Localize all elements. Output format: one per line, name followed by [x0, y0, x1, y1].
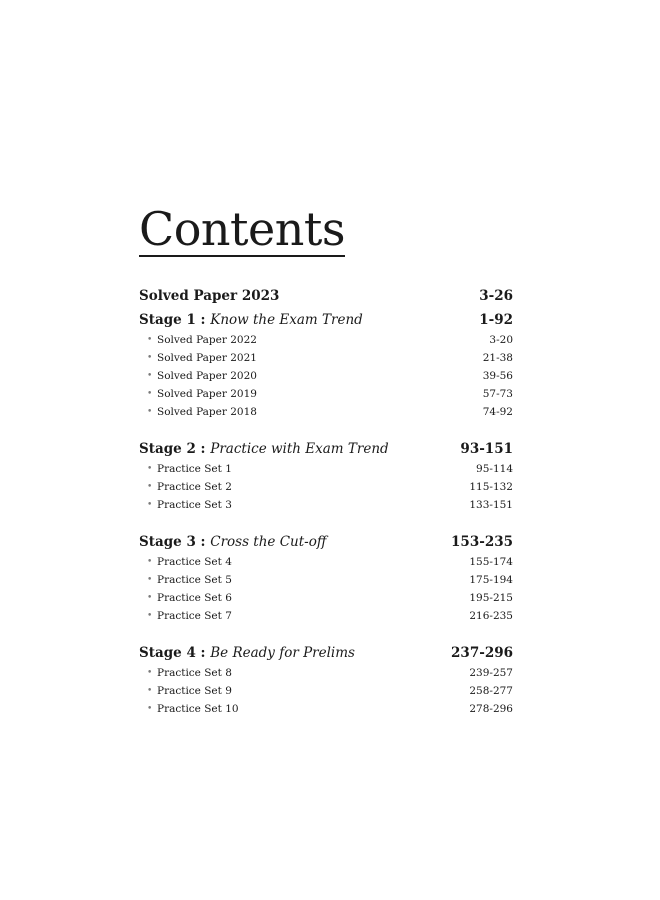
stage-pages: 93-151 — [460, 441, 513, 457]
toc-item-pages: 115-132 — [469, 481, 513, 493]
toc-item-pages: 133-151 — [469, 499, 513, 511]
toc-item[interactable] — [139, 664, 513, 682]
toc-item[interactable] — [139, 682, 513, 700]
bullet-icon: • — [147, 575, 153, 585]
toc-item-pages: 95-114 — [476, 463, 513, 475]
stage-prefix: Stage 1 : — [139, 312, 206, 328]
toc-item-label: Solved Paper 2020 — [157, 370, 257, 382]
toc-entry-solved-paper-2023[interactable] — [139, 285, 513, 307]
toc-item-label: Practice Set 1 — [157, 463, 232, 475]
toc-item-label: Solved Paper 2018 — [157, 406, 257, 418]
toc-item-pages: 239-257 — [469, 667, 513, 679]
bullet-icon: • — [147, 668, 153, 678]
toc-item[interactable] — [139, 331, 513, 349]
toc-item-label: Practice Set 6 — [157, 592, 232, 604]
stage-name: Be Ready for Prelims — [210, 645, 355, 661]
toc-stage-3[interactable] — [139, 531, 513, 553]
toc-item-label: Practice Set 4 — [157, 556, 232, 568]
toc-item-pages: 74-92 — [482, 406, 513, 418]
toc-item[interactable] — [139, 700, 513, 718]
toc-item[interactable] — [139, 571, 513, 589]
toc-entry-label: Solved Paper 2023 — [139, 288, 280, 304]
toc-item-label: Practice Set 5 — [157, 574, 232, 586]
toc-item-pages: 175-194 — [469, 574, 513, 586]
toc-stage-4[interactable] — [139, 642, 513, 664]
toc-item[interactable] — [139, 349, 513, 367]
toc-item[interactable] — [139, 460, 513, 478]
toc-item-pages: 216-235 — [469, 610, 513, 622]
toc-stage-1[interactable] — [139, 309, 513, 331]
bullet-icon: • — [147, 482, 153, 492]
toc-item[interactable] — [139, 403, 513, 421]
toc-item[interactable] — [139, 367, 513, 385]
toc-item-label: Practice Set 7 — [157, 610, 232, 622]
bullet-icon: • — [147, 593, 153, 603]
toc-item-pages: 21-38 — [482, 352, 513, 364]
toc-item[interactable] — [139, 496, 513, 514]
toc-item[interactable] — [139, 589, 513, 607]
bullet-icon: • — [147, 371, 153, 381]
stage-prefix: Stage 2 : — [139, 441, 206, 457]
toc-item[interactable] — [139, 607, 513, 625]
toc-item-pages: 39-56 — [482, 370, 513, 382]
bullet-icon: • — [147, 557, 153, 567]
toc-item-pages: 57-73 — [482, 388, 513, 400]
toc-item-pages: 155-174 — [469, 556, 513, 568]
stage-name: Cross the Cut-off — [210, 534, 327, 550]
toc-item-label: Solved Paper 2021 — [157, 352, 257, 364]
toc-item-label: Solved Paper 2022 — [157, 334, 257, 346]
bullet-icon: • — [147, 704, 153, 714]
bullet-icon: • — [147, 353, 153, 363]
toc-item-label: Practice Set 9 — [157, 685, 232, 697]
toc-item-label: Practice Set 3 — [157, 499, 232, 511]
bullet-icon: • — [147, 407, 153, 417]
toc-item-label: Practice Set 8 — [157, 667, 232, 679]
toc-item-label: Practice Set 2 — [157, 481, 232, 493]
table-of-contents — [139, 285, 513, 718]
stage-pages: 153-235 — [451, 534, 513, 550]
stage-prefix: Stage 3 : — [139, 534, 206, 550]
toc-item[interactable] — [139, 385, 513, 403]
stage-pages: 1-92 — [479, 312, 513, 328]
stage-prefix: Stage 4 : — [139, 645, 206, 661]
toc-item[interactable] — [139, 553, 513, 571]
stage-pages: 237-296 — [451, 645, 513, 661]
bullet-icon: • — [147, 389, 153, 399]
toc-item[interactable] — [139, 478, 513, 496]
toc-entry-pages: 3-26 — [479, 288, 513, 304]
toc-item-pages: 258-277 — [469, 685, 513, 697]
toc-item-pages: 195-215 — [469, 592, 513, 604]
toc-item-label: Solved Paper 2019 — [157, 388, 257, 400]
bullet-icon: • — [147, 611, 153, 621]
stage-name: Know the Exam Trend — [210, 312, 363, 328]
bullet-icon: • — [147, 335, 153, 345]
toc-item-pages: 3-20 — [489, 334, 513, 346]
toc-item-pages: 278-296 — [469, 703, 513, 715]
bullet-icon: • — [147, 464, 153, 474]
toc-stage-2[interactable] — [139, 438, 513, 460]
bullet-icon: • — [147, 500, 153, 510]
page-title: Contents — [139, 202, 345, 256]
toc-item-label: Practice Set 10 — [157, 703, 239, 715]
bullet-icon: • — [147, 686, 153, 696]
stage-name: Practice with Exam Trend — [210, 441, 389, 457]
